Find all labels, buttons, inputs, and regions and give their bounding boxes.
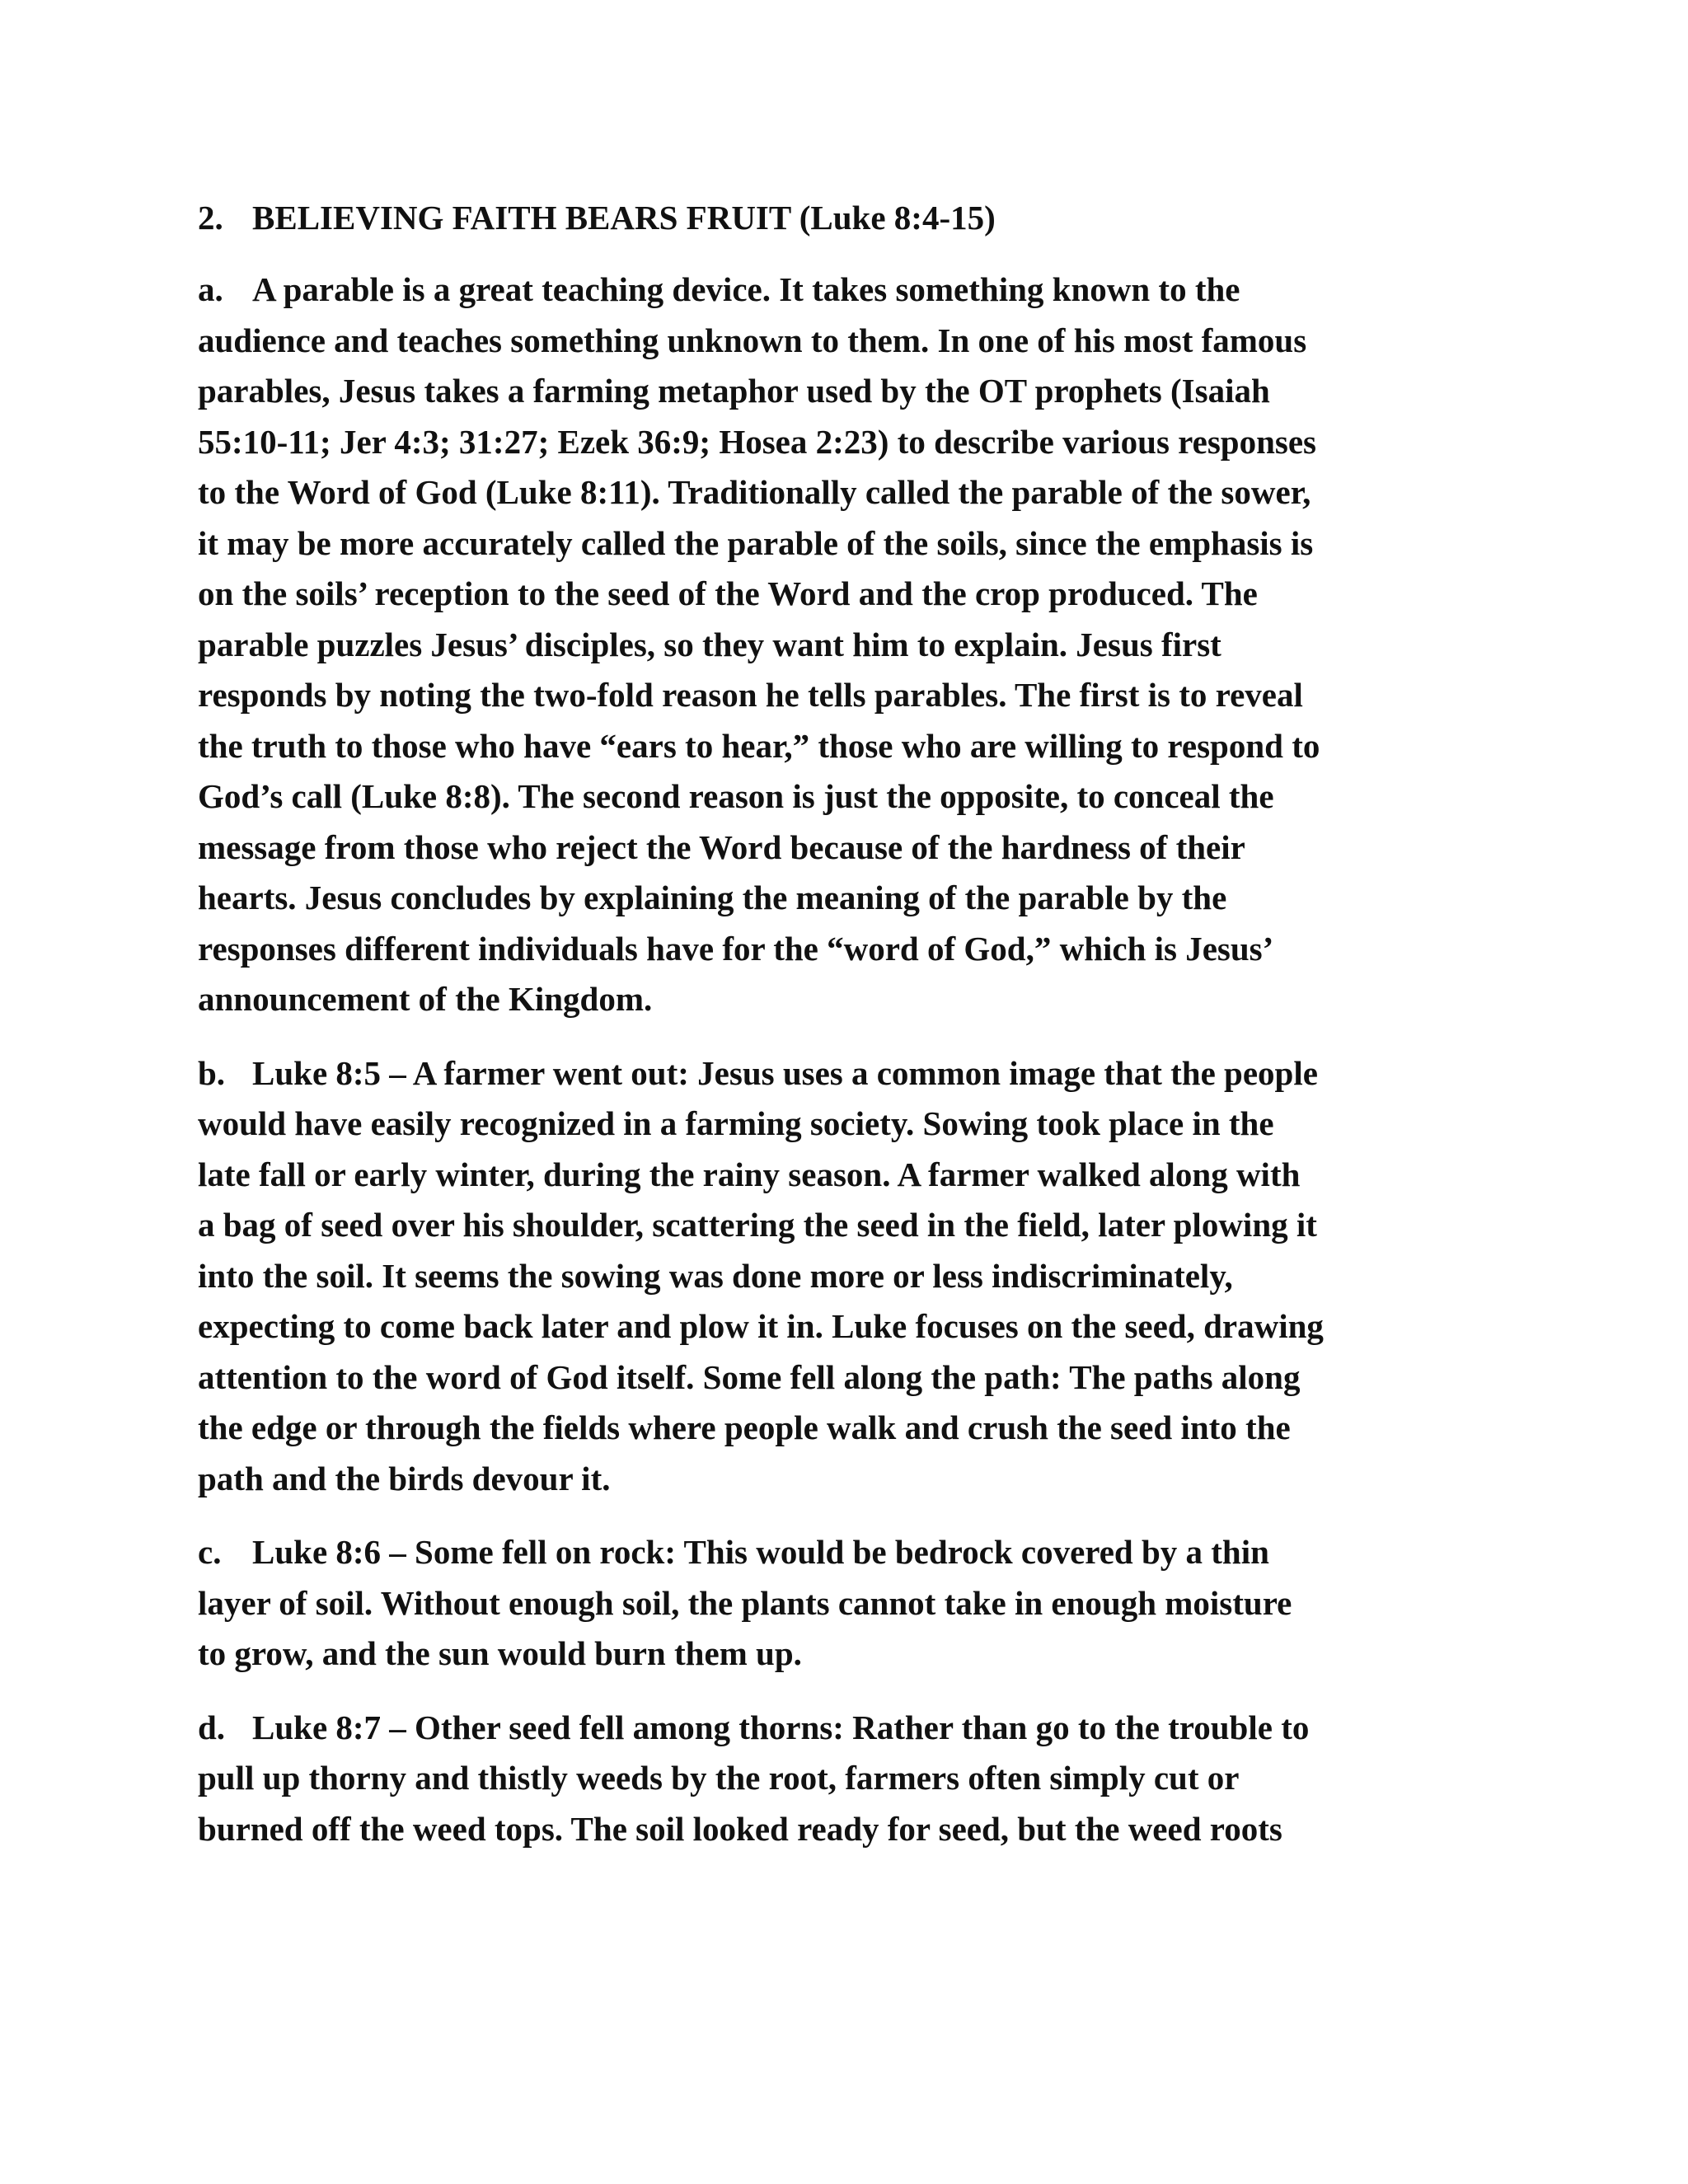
paragraph-marker: a. [198, 270, 223, 308]
paragraph-line: audience and teaches something unknown to them. In one of his most famous [198, 321, 1307, 359]
paragraph-line: the edge or through the fields where people walk and crush the seed into the [198, 1408, 1291, 1446]
paragraph-line: 55:10-11; Jer 4:3; 31:27; Ezek 36:9; Hosea 2:23) to describe various responses [198, 422, 1316, 461]
paragraph-line: on the soils’ reception to the seed of the Word and the crop produced. The [198, 574, 1258, 612]
paragraph-line: d. Luke 8:7 – Other seed fell among thorns: Rather than go to the trouble to [198, 1703, 1484, 1754]
paragraph-line: to grow, and the sun would burn them up. [198, 1634, 802, 1672]
paragraph-line: into the soil. It seems the sowing was done more or less indiscriminately, [198, 1256, 1233, 1295]
paragraph-d [198, 1703, 1484, 1855]
paragraph-line: pull up thorny and thistly weeds by the root, farmers often simply cut or [198, 1759, 1240, 1797]
paragraph-line: it may be more accurately called the parable of the soils, since the emphasis is [198, 523, 1314, 562]
paragraph-line: hearts. Jesus concludes by explaining the meaning of the parable by the [198, 879, 1227, 916]
paragraph-line: burned off the weed tops. The soil looked ready for seed, but the weed roots [198, 1809, 1282, 1848]
paragraph-line: a bag of seed over his shoulder, scattering the seed in the field, later plowing it [198, 1206, 1317, 1244]
paragraph-line: message from those who reject the Word because of the hardness of their [198, 827, 1245, 866]
paragraph-line: the truth to those who have “ears to hear,” those who are willing to respond to [198, 726, 1320, 765]
paragraph-c [198, 1527, 1484, 1680]
paragraph-line: God’s call (Luke 8:8). The second reason is just the opposite, to conceal the [198, 777, 1274, 815]
paragraph-line: layer of soil. Without enough soil, the plants cannot take in enough moisture [198, 1583, 1292, 1622]
paragraph-line: expecting to come back later and plow it in. Luke focuses on the seed, drawing [198, 1307, 1324, 1345]
paragraph-marker: c. [198, 1533, 222, 1571]
paragraph-line: b. Luke 8:5 – A farmer went out: Jesus uses a common image that the people [198, 1048, 1484, 1099]
paragraph-marker: d. [198, 1708, 226, 1746]
paragraph-line: attention to the word of God itself. Some fell along the path: The paths along [198, 1357, 1301, 1396]
section-title: BELIEVING FAITH BEARS FRUIT (Luke 8:4-15) [252, 199, 996, 237]
section-number: 2. [198, 199, 223, 237]
section-heading [198, 192, 1484, 243]
paragraph-line: announcement of the Kingdom. [198, 980, 653, 1018]
paragraph-marker: b. [198, 1053, 226, 1092]
paragraph-line: path and the birds devour it. [198, 1459, 611, 1497]
document-body [198, 192, 1484, 1877]
paragraph-line: a. A parable is a great teaching device. It takes something known to the [198, 265, 1484, 316]
paragraph-line: parables, Jesus takes a farming metaphor used by the OT prophets (Isaiah [198, 372, 1270, 410]
paragraph-line: c. Luke 8:6 – Some fell on rock: This would be bedrock covered by a thin [198, 1527, 1484, 1578]
paragraph-line: would have easily recognized in a farming society. Sowing took place in the [198, 1104, 1274, 1142]
paragraph-line: parable puzzles Jesus’ disciples, so they want him to explain. Jesus first [198, 625, 1221, 663]
paragraph-line: to the Word of God (Luke 8:11). Traditionally called the parable of the sower, [198, 473, 1311, 511]
paragraph-line: responses different individuals have for the “word of God,” which is Jesus’ [198, 929, 1274, 968]
paragraph-line: late fall or early winter, during the rainy season. A farmer walked along with [198, 1155, 1301, 1193]
paragraph-line: responds by noting the two-fold reason he tells parables. The first is to reveal [198, 676, 1303, 714]
paragraph-a [198, 265, 1484, 1025]
paragraph-b [198, 1048, 1484, 1505]
